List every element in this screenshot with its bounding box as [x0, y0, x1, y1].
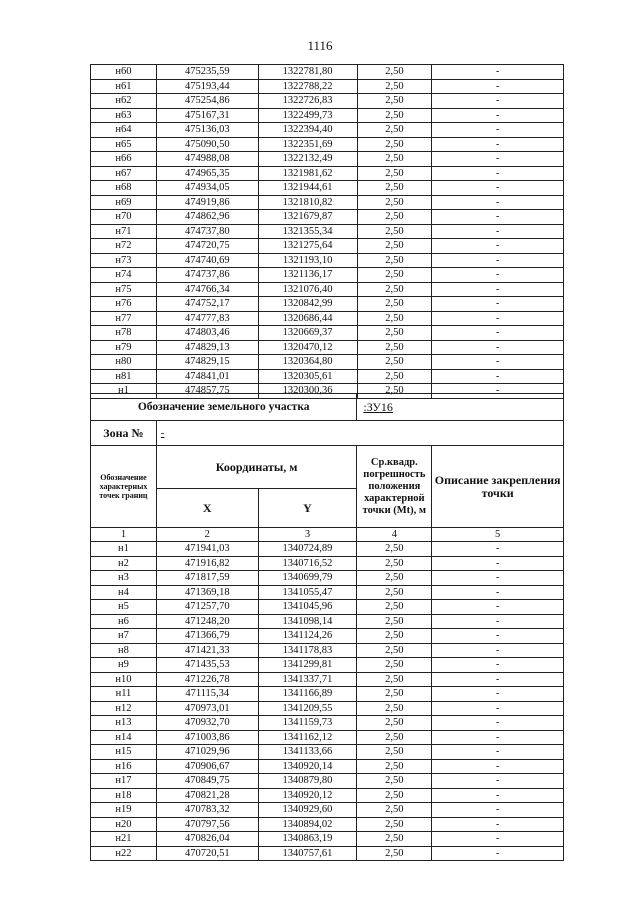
error-cell: 2,50: [357, 340, 432, 355]
description-cell: -: [432, 326, 564, 341]
table-row: [91, 832, 564, 847]
point-id-cell: н2: [91, 556, 157, 571]
description-cell: -: [432, 195, 564, 210]
x-cell: 471003,86: [156, 730, 258, 745]
error-cell: 2,50: [357, 600, 432, 615]
error-cell: 2,50: [357, 297, 432, 312]
table-row: [91, 108, 564, 123]
col-number: 1: [91, 528, 157, 542]
point-id-cell: н67: [91, 166, 157, 181]
col-number: 5: [432, 528, 564, 542]
y-cell: 1321275,64: [258, 239, 357, 254]
description-cell: -: [432, 152, 564, 167]
zone-value: -: [156, 421, 563, 446]
y-cell: 1320669,37: [258, 326, 357, 341]
table-row: [91, 658, 564, 673]
x-cell: 470797,56: [156, 817, 258, 832]
y-cell: 1322788,22: [258, 79, 357, 94]
error-cell: 2,50: [357, 253, 432, 268]
error-cell: 2,50: [357, 137, 432, 152]
error-cell: 2,50: [357, 355, 432, 370]
point-id-cell: н74: [91, 268, 157, 283]
y-cell: 1341209,55: [258, 701, 357, 716]
description-cell: -: [432, 340, 564, 355]
description-cell: -: [432, 745, 564, 760]
point-id-cell: н79: [91, 340, 157, 355]
point-id-cell: н3: [91, 571, 157, 586]
point-id-cell: н61: [91, 79, 157, 94]
table-row: [91, 355, 564, 370]
y-cell: 1322351,69: [258, 137, 357, 152]
x-cell: 474934,05: [156, 181, 258, 196]
description-cell: -: [432, 384, 564, 399]
description-cell: -: [432, 774, 564, 789]
description-cell: -: [432, 210, 564, 225]
y-cell: 1321981,62: [258, 166, 357, 181]
point-id-cell: н6: [91, 614, 157, 629]
y-cell: 1341098,14: [258, 614, 357, 629]
col-number: 2: [156, 528, 258, 542]
point-id-cell: н9: [91, 658, 157, 673]
table-row: [91, 716, 564, 731]
description-cell: -: [432, 224, 564, 239]
header-x: X: [156, 489, 258, 528]
table-row: [91, 268, 564, 283]
description-cell: -: [432, 239, 564, 254]
x-cell: 474737,80: [156, 224, 258, 239]
y-cell: 1341162,12: [258, 730, 357, 745]
y-cell: 1340920,14: [258, 759, 357, 774]
error-cell: 2,50: [357, 79, 432, 94]
x-cell: 474829,13: [156, 340, 258, 355]
description-cell: -: [432, 542, 564, 557]
x-cell: 471421,33: [156, 643, 258, 658]
table-row: [91, 311, 564, 326]
table-row: [91, 687, 564, 702]
point-id-cell: н11: [91, 687, 157, 702]
table-row: [91, 297, 564, 312]
description-cell: -: [432, 65, 564, 80]
x-cell: 470783,32: [156, 803, 258, 818]
point-id-cell: н15: [91, 745, 157, 760]
y-cell: 1340724,89: [258, 542, 357, 557]
table-row: [91, 224, 564, 239]
point-id-cell: н72: [91, 239, 157, 254]
page-number: 1116: [307, 38, 333, 53]
y-cell: 1341178,83: [258, 643, 357, 658]
point-id-cell: н20: [91, 817, 157, 832]
description-cell: -: [432, 585, 564, 600]
error-cell: 2,50: [357, 384, 432, 399]
x-cell: 474803,46: [156, 326, 258, 341]
table-row: [91, 239, 564, 254]
table-row: [91, 369, 564, 384]
coordinates-table-top: [90, 64, 564, 399]
x-cell: 471257,70: [156, 600, 258, 615]
table-row: [91, 181, 564, 196]
table-row: [91, 137, 564, 152]
coordinates-table-parcel-body: [91, 394, 564, 861]
y-cell: 1321355,34: [258, 224, 357, 239]
point-id-cell: н62: [91, 94, 157, 109]
error-cell: 2,50: [357, 224, 432, 239]
error-cell: 2,50: [357, 585, 432, 600]
point-id-cell: н69: [91, 195, 157, 210]
table-row: [91, 730, 564, 745]
y-cell: 1340863,19: [258, 832, 357, 847]
description-cell: -: [432, 846, 564, 861]
error-cell: 2,50: [357, 65, 432, 80]
error-cell: 2,50: [357, 846, 432, 861]
description-cell: -: [432, 297, 564, 312]
point-id-cell: н70: [91, 210, 157, 225]
table-row: [91, 774, 564, 789]
error-cell: 2,50: [357, 701, 432, 716]
point-id-cell: н7: [91, 629, 157, 644]
error-cell: 2,50: [357, 716, 432, 731]
error-cell: 2,50: [357, 210, 432, 225]
x-cell: 471941,03: [156, 542, 258, 557]
point-id-cell: н19: [91, 803, 157, 818]
error-cell: 2,50: [357, 832, 432, 847]
y-cell: 1340894,02: [258, 817, 357, 832]
y-cell: 1322499,73: [258, 108, 357, 123]
point-id-cell: н78: [91, 326, 157, 341]
x-cell: 470849,75: [156, 774, 258, 789]
error-cell: 2,50: [357, 629, 432, 644]
error-cell: 2,50: [357, 181, 432, 196]
y-cell: 1322781,80: [258, 65, 357, 80]
table-row: [91, 282, 564, 297]
header-row-1: [91, 446, 564, 489]
point-id-cell: н73: [91, 253, 157, 268]
error-cell: 2,50: [357, 643, 432, 658]
column-numbers-row: [91, 528, 564, 542]
x-cell: 475254,86: [156, 94, 258, 109]
table-row: [91, 571, 564, 586]
coordinates-table-parcel: [90, 393, 564, 861]
description-cell: -: [432, 181, 564, 196]
table-row: [91, 846, 564, 861]
col-number: 3: [258, 528, 357, 542]
error-cell: 2,50: [357, 195, 432, 210]
y-cell: 1340929,60: [258, 803, 357, 818]
point-id-cell: н68: [91, 181, 157, 196]
y-cell: 1322132,49: [258, 152, 357, 167]
table-row: [91, 643, 564, 658]
x-cell: 474919,86: [156, 195, 258, 210]
y-cell: 1341045,96: [258, 600, 357, 615]
description-cell: -: [432, 600, 564, 615]
point-id-cell: н63: [91, 108, 157, 123]
header-y: Y: [258, 489, 357, 528]
y-cell: 1320470,12: [258, 340, 357, 355]
x-cell: 471817,59: [156, 571, 258, 586]
x-cell: 471115,34: [156, 687, 258, 702]
parcel-label: Обозначение земельного участка: [91, 394, 357, 421]
y-cell: 1322726,83: [258, 94, 357, 109]
point-id-cell: н10: [91, 672, 157, 687]
x-cell: 471369,18: [156, 585, 258, 600]
table-row: [91, 123, 564, 138]
table-row: [91, 585, 564, 600]
y-cell: 1321810,82: [258, 195, 357, 210]
x-cell: 475090,50: [156, 137, 258, 152]
description-cell: -: [432, 701, 564, 716]
error-cell: 2,50: [357, 166, 432, 181]
point-id-cell: н14: [91, 730, 157, 745]
error-cell: 2,50: [357, 571, 432, 586]
description-cell: -: [432, 166, 564, 181]
error-cell: 2,50: [357, 239, 432, 254]
x-cell: 471226,78: [156, 672, 258, 687]
x-cell: 474965,35: [156, 166, 258, 181]
point-id-cell: н1: [91, 542, 157, 557]
point-id-cell: н17: [91, 774, 157, 789]
point-id-cell: н76: [91, 297, 157, 312]
point-id-cell: н13: [91, 716, 157, 731]
description-cell: -: [432, 629, 564, 644]
header-description: Описание закрепления точки: [432, 446, 564, 528]
point-id-cell: н77: [91, 311, 157, 326]
description-cell: -: [432, 311, 564, 326]
point-id-cell: н4: [91, 585, 157, 600]
point-id-cell: н65: [91, 137, 157, 152]
y-cell: 1340920,12: [258, 788, 357, 803]
error-cell: 2,50: [357, 788, 432, 803]
header-error: Ср.квадр. погрешность положения характерной точки (Mt), м: [357, 446, 432, 528]
y-cell: 1341159,73: [258, 716, 357, 731]
y-cell: 1321076,40: [258, 282, 357, 297]
parcel-row: [91, 394, 564, 421]
error-cell: 2,50: [357, 268, 432, 283]
y-cell: 1320686,44: [258, 311, 357, 326]
x-cell: 474740,69: [156, 253, 258, 268]
parcel-value: :ЗУ16: [357, 394, 564, 421]
error-cell: 2,50: [357, 152, 432, 167]
x-cell: 474752,17: [156, 297, 258, 312]
point-id-cell: н60: [91, 65, 157, 80]
description-cell: -: [432, 817, 564, 832]
description-cell: -: [432, 832, 564, 847]
table-row: [91, 65, 564, 80]
x-cell: 474777,83: [156, 311, 258, 326]
table-row: [91, 745, 564, 760]
x-cell: 475235,59: [156, 65, 258, 80]
y-cell: 1321136,17: [258, 268, 357, 283]
y-cell: 1321193,10: [258, 253, 357, 268]
x-cell: 474841,01: [156, 369, 258, 384]
point-id-cell: н71: [91, 224, 157, 239]
table-row: [91, 788, 564, 803]
table-row: [91, 326, 564, 341]
x-cell: 474766,34: [156, 282, 258, 297]
x-cell: 471248,20: [156, 614, 258, 629]
x-cell: 470906,67: [156, 759, 258, 774]
y-cell: 1340879,80: [258, 774, 357, 789]
description-cell: -: [432, 571, 564, 586]
y-cell: 1321679,87: [258, 210, 357, 225]
point-id-cell: н5: [91, 600, 157, 615]
description-cell: -: [432, 672, 564, 687]
x-cell: 474857,75: [156, 384, 258, 399]
description-cell: -: [432, 556, 564, 571]
x-cell: 475193,44: [156, 79, 258, 94]
point-id-cell: н66: [91, 152, 157, 167]
x-cell: 474829,15: [156, 355, 258, 370]
table-row: [91, 152, 564, 167]
error-cell: 2,50: [357, 311, 432, 326]
x-cell: 470826,04: [156, 832, 258, 847]
y-cell: 1341055,47: [258, 585, 357, 600]
description-cell: -: [432, 268, 564, 283]
point-id-cell: н12: [91, 701, 157, 716]
y-cell: 1340716,52: [258, 556, 357, 571]
table-row: [91, 817, 564, 832]
error-cell: 2,50: [357, 369, 432, 384]
zone-row: [91, 421, 564, 446]
description-cell: -: [432, 355, 564, 370]
error-cell: 2,50: [357, 94, 432, 109]
description-cell: -: [432, 687, 564, 702]
table-row: [91, 195, 564, 210]
x-cell: 470821,28: [156, 788, 258, 803]
zone-label: Зона №: [91, 421, 157, 446]
error-cell: 2,50: [357, 759, 432, 774]
description-cell: -: [432, 94, 564, 109]
header-point-label: Обозначение характерных точек границ: [91, 446, 157, 528]
description-cell: -: [432, 123, 564, 138]
description-cell: -: [432, 137, 564, 152]
table-row: [91, 340, 564, 355]
description-cell: -: [432, 716, 564, 731]
error-cell: 2,50: [357, 556, 432, 571]
x-cell: 474988,08: [156, 152, 258, 167]
table-row: [91, 166, 564, 181]
point-id-cell: н22: [91, 846, 157, 861]
table-row: [91, 210, 564, 225]
y-cell: 1341133,66: [258, 745, 357, 760]
error-cell: 2,50: [357, 108, 432, 123]
description-cell: -: [432, 253, 564, 268]
x-cell: 474720,75: [156, 239, 258, 254]
x-cell: 470973,01: [156, 701, 258, 716]
table-row: [91, 614, 564, 629]
col-number: 4: [357, 528, 432, 542]
error-cell: 2,50: [357, 614, 432, 629]
x-cell: 474862,96: [156, 210, 258, 225]
y-cell: 1341124,26: [258, 629, 357, 644]
y-cell: 1321944,61: [258, 181, 357, 196]
table-row: [91, 803, 564, 818]
error-cell: 2,50: [357, 542, 432, 557]
point-id-cell: н16: [91, 759, 157, 774]
description-cell: -: [432, 803, 564, 818]
header-coords: Координаты, м: [156, 446, 356, 489]
point-id-cell: н1: [91, 384, 157, 399]
error-cell: 2,50: [357, 774, 432, 789]
x-cell: 471029,96: [156, 745, 258, 760]
y-cell: 1341166,89: [258, 687, 357, 702]
point-id-cell: н18: [91, 788, 157, 803]
y-cell: 1322394,40: [258, 123, 357, 138]
x-cell: 474737,86: [156, 268, 258, 283]
y-cell: 1320842,99: [258, 297, 357, 312]
y-cell: 1320305,61: [258, 369, 357, 384]
description-cell: -: [432, 730, 564, 745]
table-row: [91, 672, 564, 687]
table-row: [91, 94, 564, 109]
error-cell: 2,50: [357, 730, 432, 745]
point-id-cell: н64: [91, 123, 157, 138]
table-row: [91, 701, 564, 716]
table-row: [91, 759, 564, 774]
x-cell: 470720,51: [156, 846, 258, 861]
error-cell: 2,50: [357, 658, 432, 673]
description-cell: -: [432, 79, 564, 94]
error-cell: 2,50: [357, 817, 432, 832]
table-row: [91, 79, 564, 94]
description-cell: -: [432, 788, 564, 803]
error-cell: 2,50: [357, 672, 432, 687]
description-cell: -: [432, 759, 564, 774]
description-cell: -: [432, 658, 564, 673]
table-row: [91, 253, 564, 268]
point-id-cell: н8: [91, 643, 157, 658]
description-cell: -: [432, 614, 564, 629]
point-id-cell: н81: [91, 369, 157, 384]
point-id-cell: н80: [91, 355, 157, 370]
x-cell: 471435,53: [156, 658, 258, 673]
table-row: [91, 600, 564, 615]
error-cell: 2,50: [357, 326, 432, 341]
table-row: [91, 542, 564, 557]
x-cell: 475136,03: [156, 123, 258, 138]
x-cell: 470932,70: [156, 716, 258, 731]
point-id-cell: н75: [91, 282, 157, 297]
y-cell: 1340757,61: [258, 846, 357, 861]
y-cell: 1341299,81: [258, 658, 357, 673]
y-cell: 1320364,80: [258, 355, 357, 370]
error-cell: 2,50: [357, 123, 432, 138]
x-cell: 471916,82: [156, 556, 258, 571]
error-cell: 2,50: [357, 745, 432, 760]
coordinates-table-top-body: [91, 65, 564, 399]
x-cell: 471366,79: [156, 629, 258, 644]
y-cell: 1320300,36: [258, 384, 357, 399]
table-row: [91, 629, 564, 644]
table-row: [91, 556, 564, 571]
y-cell: 1340699,79: [258, 571, 357, 586]
description-cell: -: [432, 643, 564, 658]
description-cell: -: [432, 108, 564, 123]
error-cell: 2,50: [357, 282, 432, 297]
y-cell: 1341337,71: [258, 672, 357, 687]
point-id-cell: н21: [91, 832, 157, 847]
description-cell: -: [432, 369, 564, 384]
error-cell: 2,50: [357, 687, 432, 702]
error-cell: 2,50: [357, 803, 432, 818]
description-cell: -: [432, 282, 564, 297]
x-cell: 475167,31: [156, 108, 258, 123]
